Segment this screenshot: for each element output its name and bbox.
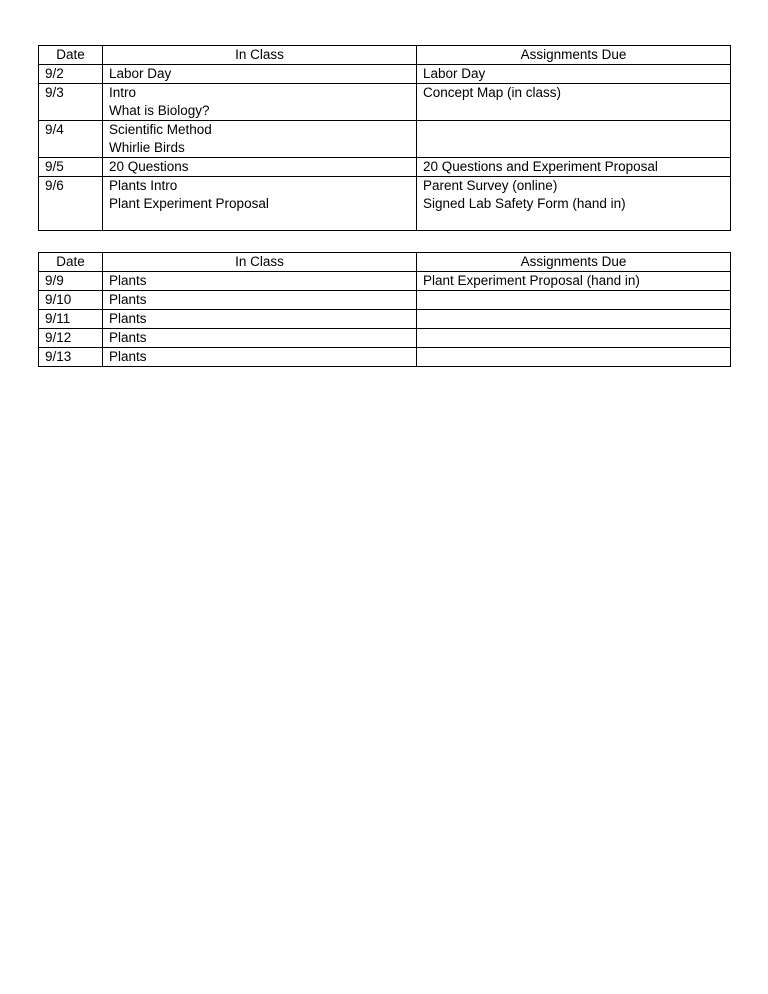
- in-class-item: Plants: [109, 330, 147, 345]
- table-row: [39, 310, 731, 329]
- table-row: [39, 177, 731, 231]
- in-class-cell: [103, 348, 417, 367]
- header-row: [39, 253, 731, 272]
- in-class-item: Plants: [109, 273, 147, 288]
- schedule-table-week-1: [38, 45, 731, 231]
- in-class-cell: [103, 272, 417, 291]
- in-class-cell: [103, 84, 417, 121]
- assignment-item: Parent Survey (online): [423, 178, 558, 193]
- assignments-due-cell: [417, 177, 731, 231]
- in-class-cell: [103, 65, 417, 84]
- assignment-item: Plant Experiment Proposal (hand in): [423, 273, 640, 288]
- assignments-due-cell: [417, 348, 731, 367]
- in-class-cell: [103, 329, 417, 348]
- in-class-cell: [103, 158, 417, 177]
- table-row: [39, 121, 731, 158]
- date-cell: 9/6: [39, 177, 103, 231]
- in-class-cell: [103, 177, 417, 231]
- assignment-item: 20 Questions and Experiment Proposal: [423, 159, 658, 174]
- assignments-due-cell: [417, 310, 731, 329]
- in-class-item: Intro: [109, 85, 137, 100]
- header-assignments-due: Assignments Due: [417, 46, 731, 65]
- in-class-item: Whirlie Birds: [109, 140, 185, 155]
- in-class-cell: [103, 121, 417, 158]
- in-class-item: Labor Day: [109, 66, 172, 81]
- header-date: Date: [39, 46, 103, 65]
- in-class-item: Plants: [109, 292, 147, 307]
- table-row: [39, 329, 731, 348]
- assignments-due-cell: [417, 121, 731, 158]
- table-row: [39, 158, 731, 177]
- assignments-due-cell: [417, 329, 731, 348]
- assignments-due-cell: [417, 158, 731, 177]
- header-in-class: In Class: [103, 253, 417, 272]
- assignments-due-cell: [417, 65, 731, 84]
- header-row: [39, 46, 731, 65]
- in-class-item: Plants: [109, 311, 147, 326]
- in-class-item: Plant Experiment Proposal: [109, 196, 269, 211]
- table-row: [39, 272, 731, 291]
- assignments-due-cell: [417, 84, 731, 121]
- table-row: [39, 65, 731, 84]
- header-date: Date: [39, 253, 103, 272]
- date-cell: 9/12: [39, 329, 103, 348]
- assignments-due-cell: [417, 272, 731, 291]
- table-row: [39, 291, 731, 310]
- date-cell: 9/11: [39, 310, 103, 329]
- date-cell: 9/9: [39, 272, 103, 291]
- date-cell: 9/2: [39, 65, 103, 84]
- header-in-class: In Class: [103, 46, 417, 65]
- assignments-due-cell: [417, 291, 731, 310]
- date-cell: 9/3: [39, 84, 103, 121]
- assignment-item: Signed Lab Safety Form (hand in): [423, 196, 626, 211]
- table-row: [39, 348, 731, 367]
- in-class-item: Plants: [109, 349, 147, 364]
- in-class-item: Plants Intro: [109, 178, 178, 193]
- in-class-item: What is Biology?: [109, 103, 210, 118]
- in-class-cell: [103, 291, 417, 310]
- assignment-item: Concept Map (in class): [423, 85, 562, 100]
- date-cell: 9/4: [39, 121, 103, 158]
- table-row: [39, 84, 731, 121]
- date-cell: 9/13: [39, 348, 103, 367]
- date-cell: 9/5: [39, 158, 103, 177]
- header-assignments-due: Assignments Due: [417, 253, 731, 272]
- schedule-table-week-2: [38, 252, 731, 367]
- in-class-cell: [103, 310, 417, 329]
- assignment-item: Labor Day: [423, 66, 486, 81]
- date-cell: 9/10: [39, 291, 103, 310]
- in-class-item: 20 Questions: [109, 159, 189, 174]
- in-class-item: Scientific Method: [109, 122, 212, 137]
